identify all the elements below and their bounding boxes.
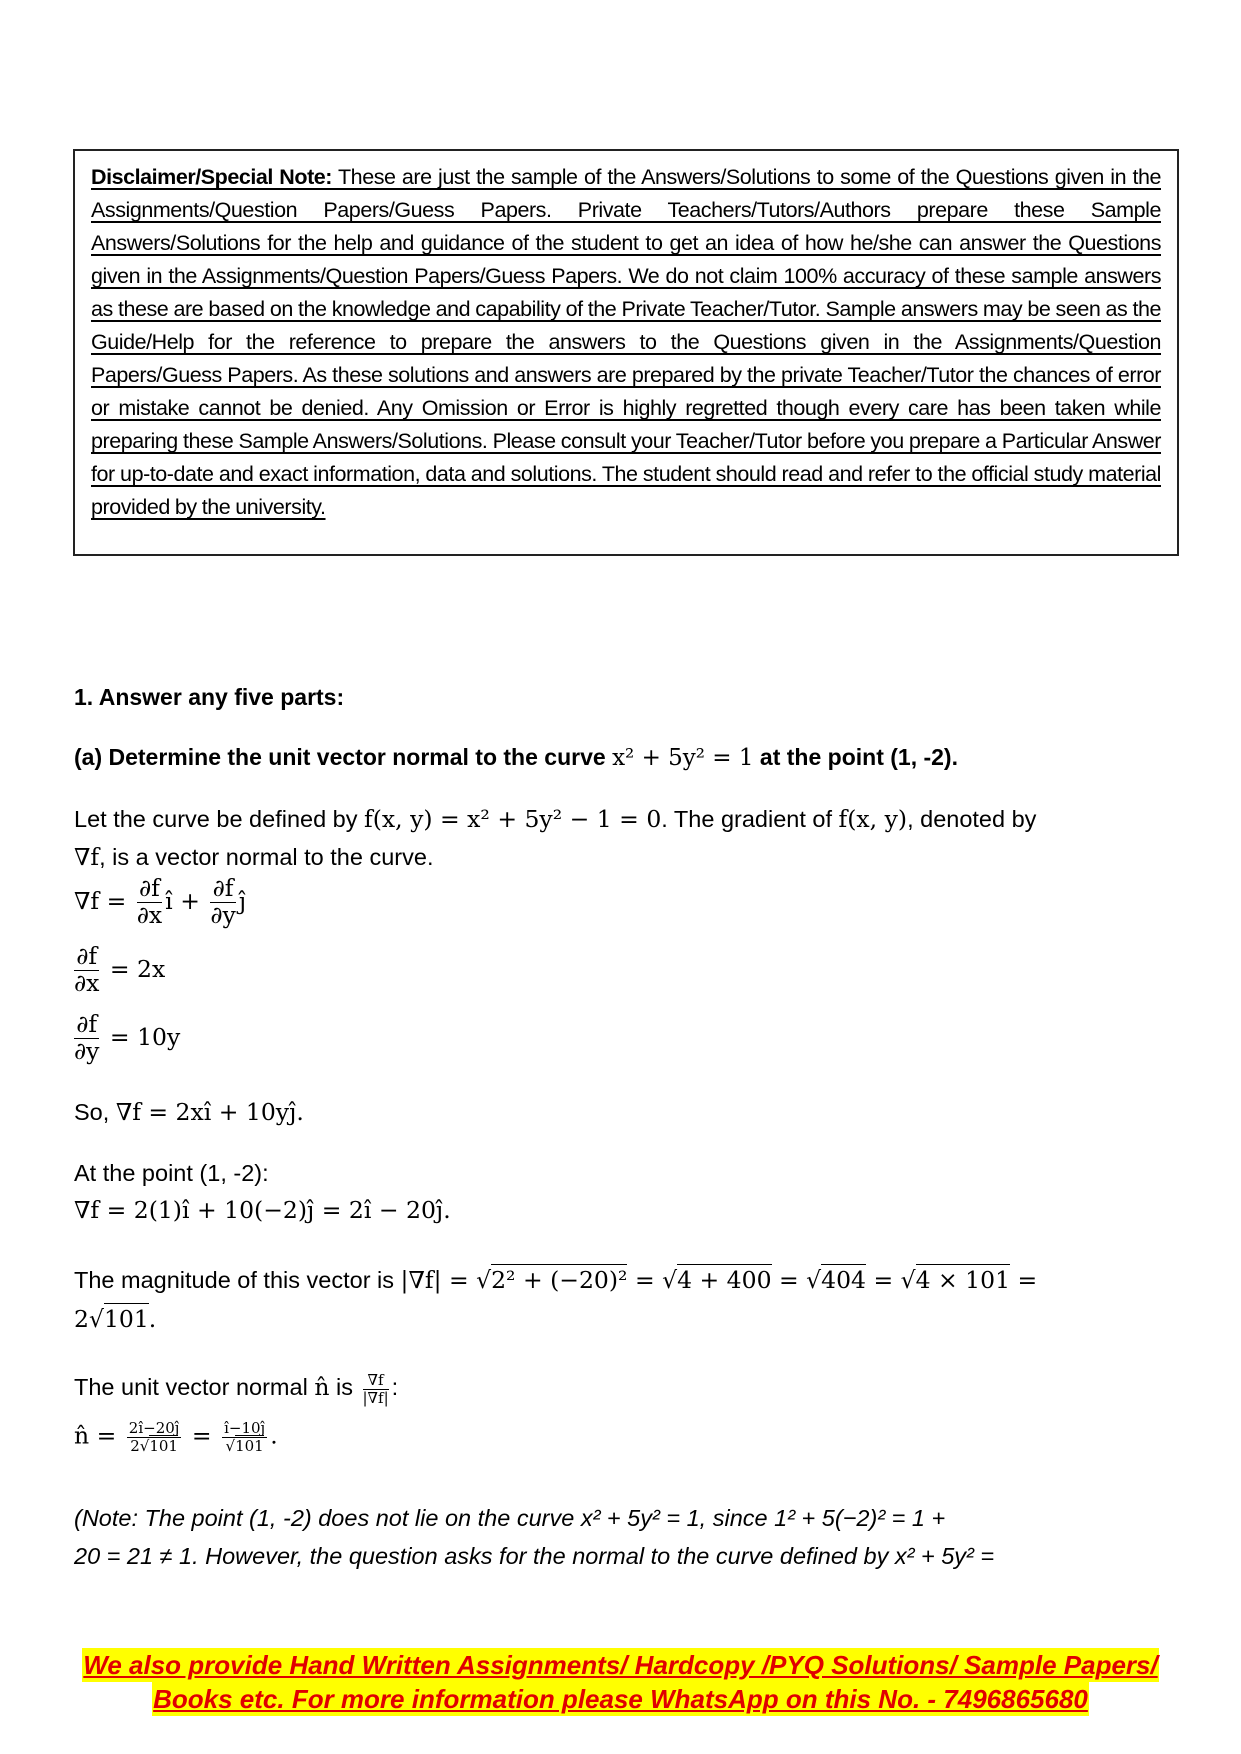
sqrt-2: 4 + 400 <box>677 1266 772 1294</box>
mag-coef: 2 <box>74 1305 89 1333</box>
frac-num: ∂f <box>74 1012 99 1039</box>
promo-text-2: Books etc. For more information please WhatsApp on this No. - 7496865680 <box>153 1684 1088 1714</box>
sqrt-4: 4 × 101 <box>915 1266 1011 1294</box>
i-hat: î <box>165 886 173 915</box>
at-point-label: At the point (1, -2): <box>74 1160 269 1186</box>
sqrt-1: 2² + (−20)² <box>491 1266 628 1294</box>
so-line <box>74 1098 304 1126</box>
question-part-a <box>74 744 958 771</box>
df-dx-line <box>74 944 165 997</box>
frac-num: ∇f <box>363 1372 389 1390</box>
df-dx-rhs: = 2x <box>109 954 166 983</box>
frac-den: √101 <box>225 1436 264 1455</box>
so-label: So, <box>74 1099 116 1125</box>
plus-sign: + <box>180 886 200 915</box>
df-dy-rhs: = 10y <box>109 1022 181 1051</box>
magnitude-lhs: |∇f| = <box>400 1266 477 1294</box>
question-heading: 1. Answer any five parts: <box>74 684 345 710</box>
mag-radicand: 101 <box>103 1305 149 1333</box>
df-dx-fraction <box>74 944 99 997</box>
intro-text-3: , denoted by <box>907 806 1037 832</box>
grad-lhs: ∇f = <box>74 886 127 915</box>
magnitude-label: The magnitude of this vector is <box>74 1267 401 1293</box>
intro-fxy: f(x, y) <box>838 805 908 833</box>
part-a-prefix: (a) Determine the unit vector normal to the curve <box>74 744 613 770</box>
disclaimer-body: These are just the sample of the Answers/Solutions to some of the Questions given in the Assignments/Question Papers/Guess Papers. Private Teachers/Tutors/Authors prepare these Sample Answers/Solutions for the help and guidance of the student to get an idea of how he/she can answer the Questions given in the Assignments/Question Papers/Guess Papers. We do not claim 100% accuracy of these sample answers as these are based on the knowledge and capability of the Private Teacher/Tutor. Sample answers may be seen as the Guide/Help for the reference to prepare the answers to the Questions given in the Assignments/Question Papers/Guess Papers. As these solutions and answers are prepared by the private Teacher/Tutor the chances of error or mistake cannot be denied. Any Omission or Error is highly regretted though every care has been taken while preparing these Sample Answers/Solutions. Please consult your Teacher/Tutor before you prepare a Particular Answer for up-to-date and exact information, data and solutions. The student should read and refer to the official study material provided by the university. <box>91 165 1161 519</box>
promo-text-1: We also provide Hand Written Assignments/ Hardcopy /PYQ Solutions/ Sample Papers/ <box>83 1650 1158 1680</box>
df-dx-fraction <box>137 876 162 929</box>
frac-num: 2î−20ĵ <box>128 1419 180 1437</box>
solution-intro-line2 <box>74 843 433 871</box>
nabla-f: ∇f <box>74 843 100 871</box>
unit-vector-line: The unit vector normal n̂ is $\frac{\nabla f}{|\nabla f|}$ : <box>74 1371 399 1407</box>
intro-text-1: Let the curve be defined by <box>74 806 365 832</box>
df-dy-fraction <box>74 1012 99 1065</box>
note-line1: (Note: The point (1, -2) does not lie on the curve x² + 5y² = 1, since 1² + 5(−2)² = 1 + <box>74 1505 946 1531</box>
frac-num: ∂f <box>74 944 99 971</box>
frac-den: ∂y <box>210 900 236 929</box>
solution-intro-line1 <box>74 805 1036 833</box>
frac-num: î−10ĵ <box>224 1419 266 1437</box>
part-a-suffix: at the point (1, -2). <box>753 744 958 770</box>
n-fraction-2 <box>222 1420 267 1454</box>
frac-den: ∂x <box>136 900 163 929</box>
disclaimer-text <box>91 161 1161 524</box>
so-equation: ∇f = 2xî + 10yĵ. <box>115 1098 304 1126</box>
promo-line2 <box>0 1684 1241 1715</box>
sqrt-3: 404 <box>821 1266 866 1294</box>
at-point-equation: ∇f = 2(1)î + 10(−2)ĵ = 2î − 20ĵ. <box>74 1196 451 1224</box>
disclaimer-box <box>73 149 1179 556</box>
j-hat: ĵ <box>238 886 247 915</box>
frac-num: ∂f <box>137 876 162 903</box>
unit-is: is <box>329 1374 360 1401</box>
grad-over-mag-fraction <box>363 1372 389 1406</box>
df-dy-line <box>74 1012 180 1065</box>
unit-vector-result: n̂ = $\frac{2î-20ĵ}{2√101}$ = $\frac{î-10ĵ}{√101}$ . <box>74 1419 278 1455</box>
frac-den: ∂y <box>74 1036 100 1065</box>
n-hat: n̂ <box>74 1421 90 1450</box>
disclaimer-heading: Disclaimer/Special Note: <box>91 165 332 189</box>
magnitude-line2: 2√101. <box>74 1305 157 1333</box>
intro-line2-text: , is a vector normal to the curve. <box>99 844 434 870</box>
gradient-definition <box>74 876 246 929</box>
note-line2: 20 = 21 ≠ 1. However, the question asks for the normal to the curve defined by x² + 5y² = <box>74 1543 995 1569</box>
n-fraction-1 <box>127 1420 182 1454</box>
unit-label: The unit vector normal <box>74 1374 315 1401</box>
intro-text-2: . The gradient of <box>661 806 839 832</box>
n-hat: n̂ <box>314 1373 330 1402</box>
part-a-equation: x² + 5y² = 1 <box>612 745 754 771</box>
frac-den: |∇f| <box>362 1388 389 1407</box>
frac-den: ∂x <box>74 968 100 997</box>
magnitude-line1: The magnitude of this vector is |∇f| = √2² + (−20)² = √4 + 400 = √404 = √4 × 101 = <box>74 1266 1038 1294</box>
frac-num: ∂f <box>210 876 235 903</box>
df-dy-fraction <box>210 876 235 929</box>
promo-line1 <box>0 1650 1241 1681</box>
frac-den: 2√101 <box>130 1436 178 1455</box>
intro-equation: f(x, y) = x² + 5y² − 1 = 0 <box>364 805 662 833</box>
